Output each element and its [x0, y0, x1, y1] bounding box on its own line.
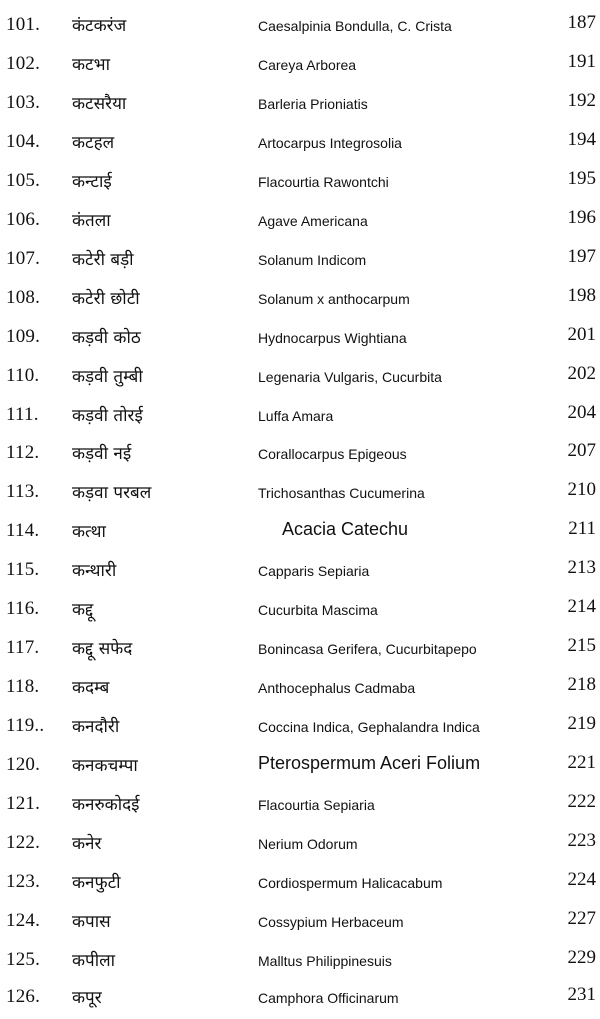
botanical-name: Caesalpinia Bondulla, C. Crista [258, 18, 452, 34]
entry-number: 123. [6, 871, 41, 892]
entry-number: 121. [6, 793, 41, 814]
hindi-name: कन्थारी [72, 561, 117, 581]
index-entry [0, 980, 600, 1019]
page-number: 211 [568, 518, 596, 539]
page-number: 231 [567, 984, 596, 1005]
entry-number: 119.. [6, 715, 45, 736]
entry-number: 101. [6, 14, 41, 35]
page-number: 214 [567, 596, 596, 617]
index-entry [0, 47, 600, 86]
botanical-name: Bonincasa Gerifera, Cucurbitapepo [258, 641, 477, 657]
page-number: 222 [567, 791, 596, 812]
entry-number: 114. [6, 520, 40, 541]
hindi-name: कनरुकोदई [72, 795, 140, 815]
index-entry [0, 475, 600, 514]
hindi-name: कटहल [72, 133, 115, 153]
index-entry [0, 592, 600, 631]
page-number: 204 [567, 402, 596, 423]
hindi-name: कन्टाई [72, 172, 112, 192]
entry-number: 106. [6, 209, 41, 230]
hindi-name: कंटकरंज [72, 16, 127, 36]
botanical-name: Anthocephalus Cadmaba [258, 680, 416, 696]
index-entry [0, 826, 600, 865]
index-entry [0, 320, 600, 359]
hindi-name: कनफुटी [72, 873, 121, 893]
hindi-name: कटेरी बड़ी [72, 250, 134, 270]
botanical-name: Coccina Indica, Gephalandra Indica [258, 719, 480, 735]
page-number: 207 [567, 440, 596, 461]
entry-number: 109. [6, 326, 41, 347]
entry-number: 120. [6, 754, 41, 775]
page-number: 202 [567, 363, 596, 384]
index-entry [0, 436, 600, 475]
hindi-name: कपास [72, 912, 111, 932]
page-number: 221 [567, 752, 596, 773]
hindi-name: कनेर [72, 834, 102, 854]
index-entry [0, 86, 600, 125]
entry-number: 126. [6, 986, 41, 1007]
botanical-name: Cossypium Herbaceum [258, 914, 404, 930]
entry-number: 105. [6, 170, 41, 191]
hindi-name: कपीला [72, 951, 116, 971]
entry-number: 112. [6, 442, 40, 463]
page-number: 191 [567, 51, 596, 72]
index-entry [0, 125, 600, 164]
botanical-name: Agave Americana [258, 213, 368, 229]
page-number: 198 [567, 285, 596, 306]
index-entry [0, 281, 600, 320]
hindi-name: कद्दू सफेद [72, 639, 133, 659]
hindi-name: कड़वी तोरई [72, 406, 143, 426]
hindi-name: कत्था [72, 522, 106, 542]
page-number: 210 [567, 479, 596, 500]
botanical-name: Careya Arborea [258, 57, 357, 73]
entry-number: 122. [6, 832, 41, 853]
page-number: 192 [567, 90, 596, 111]
hindi-name: कटेरी छोटी [72, 289, 140, 309]
entry-number: 107. [6, 248, 41, 269]
hindi-name: कड़वी तुम्बी [72, 367, 143, 387]
index-entry [0, 670, 600, 709]
entry-number: 117. [6, 637, 40, 658]
botanical-name: Acacia Catechu [282, 519, 409, 539]
botanical-name: Luffa Amara [258, 408, 334, 424]
page-number: 223 [567, 830, 596, 851]
page-number: 187 [567, 12, 596, 33]
page-number: 215 [567, 635, 596, 656]
entry-number: 124. [6, 910, 41, 931]
index-entry [0, 748, 600, 787]
entry-number: 113. [6, 481, 40, 502]
botanical-name: Camphora Officinarum [258, 990, 399, 1006]
entry-number: 125. [6, 949, 41, 970]
hindi-name: कटसरैया [72, 94, 127, 114]
botanical-name: Barleria Prioniatis [258, 96, 368, 112]
botanical-name: Hydnocarpus Wightiana [258, 330, 407, 346]
botanical-name: Pterospermum Aceri Folium [258, 753, 481, 773]
entry-number: 102. [6, 53, 41, 74]
page-number: 219 [567, 713, 596, 734]
botanical-name: Artocarpus Integrosolia [258, 135, 402, 151]
hindi-name: कनदौरी [72, 717, 120, 737]
entry-number: 104. [6, 131, 41, 152]
hindi-name: कंतला [72, 211, 111, 231]
index-entry [0, 203, 600, 242]
page-number: 201 [567, 324, 596, 345]
entry-number: 111. [6, 404, 39, 425]
page-number: 218 [567, 674, 596, 695]
index-entry [0, 164, 600, 203]
index-entry [0, 398, 600, 437]
botanical-name: Solanum Indicom [258, 252, 367, 268]
botanical-name: Corallocarpus Epigeous [258, 446, 407, 462]
page-number: 224 [567, 869, 596, 890]
botanical-name: Legenaria Vulgaris, Cucurbita [258, 369, 442, 385]
botanical-name: Cucurbita Mascima [258, 602, 378, 618]
botanical-name: Capparis Sepiaria [258, 563, 370, 579]
index-entry [0, 943, 600, 982]
page-number: 195 [567, 168, 596, 189]
entry-number: 110. [6, 365, 40, 386]
index-entry [0, 8, 600, 47]
index-entry [0, 514, 600, 553]
page-number: 229 [567, 947, 596, 968]
botanical-name: Trichosanthas Cucumerina [258, 485, 425, 501]
page-number: 196 [567, 207, 596, 228]
hindi-name: कपूर [72, 988, 102, 1008]
index-entry [0, 553, 600, 592]
index-entry [0, 631, 600, 670]
index-entry [0, 787, 600, 826]
entry-number: 108. [6, 287, 41, 308]
botanical-name: Cordiospermum Halicacabum [258, 875, 443, 891]
hindi-name: कद्दू [72, 600, 94, 620]
hindi-name: कनकचम्पा [72, 756, 138, 776]
botanical-name: Nerium Odorum [258, 836, 358, 852]
index-entry [0, 359, 600, 398]
page-number: 213 [567, 557, 596, 578]
botanical-name: Flacourtia Sepiaria [258, 797, 375, 813]
entry-number: 115. [6, 559, 40, 580]
index-entry [0, 242, 600, 281]
entry-number: 118. [6, 676, 40, 697]
hindi-name: कदम्ब [72, 678, 110, 698]
entry-number: 103. [6, 92, 41, 113]
botanical-name: Solanum x anthocarpum [258, 291, 410, 307]
page-number: 194 [567, 129, 596, 150]
entry-number: 116. [6, 598, 40, 619]
index-entry [0, 865, 600, 904]
page-number: 197 [567, 246, 596, 267]
botanical-name: Flacourtia Rawontchi [258, 174, 389, 190]
hindi-name: कड़वा परबल [72, 483, 152, 503]
hindi-name: कड़वी नई [72, 444, 132, 464]
botanical-name: Malltus Philippinesuis [258, 953, 392, 969]
hindi-name: कटभा [72, 55, 110, 75]
hindi-name: कड़वी कोठ [72, 328, 141, 348]
page-number: 227 [567, 908, 596, 929]
index-entry [0, 709, 600, 748]
index-entry [0, 904, 600, 943]
